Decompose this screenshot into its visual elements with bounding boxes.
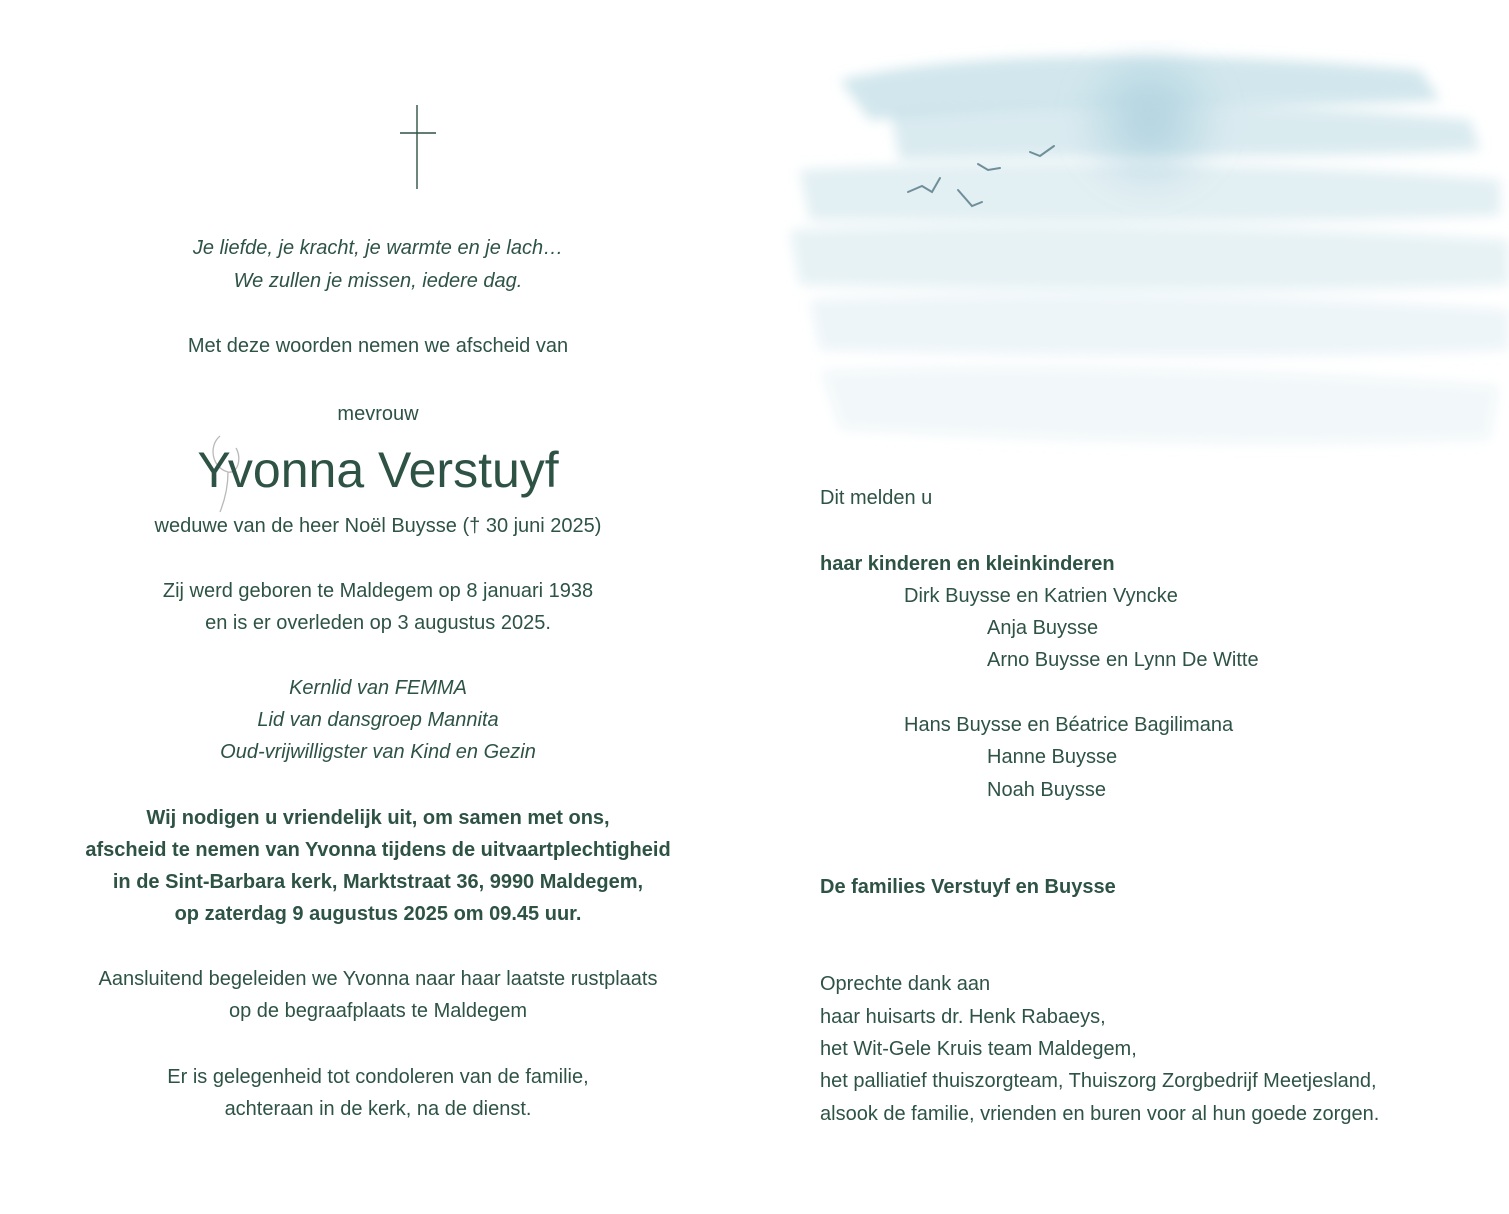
- quote-line: Je liefde, je kracht, je warmte en je lach…: [192, 237, 564, 259]
- announce-text: Dit melden u: [820, 487, 933, 509]
- grandchild: Anja Buysse: [987, 617, 1099, 639]
- invitation-line: Wij nodigen u vriendelijk uit, om samen met ons,: [146, 807, 610, 829]
- grandchild: Noah Buysse: [987, 779, 1106, 801]
- burial-line: op de begraafplaats te Maldegem: [229, 1000, 527, 1022]
- families-line: De families Verstuyf en Buysse: [820, 876, 1116, 898]
- thanks-line: haar huisarts dr. Henk Rabaeys,: [820, 1006, 1106, 1028]
- invitation-line: op zaterdag 9 augustus 2025 om 09.45 uur.: [174, 903, 582, 925]
- membership-line: Kernlid van FEMMA: [289, 677, 467, 699]
- children-heading: haar kinderen en kleinkinderen: [820, 553, 1115, 575]
- intro-text: Met deze woorden nemen we afscheid van: [187, 335, 569, 357]
- left-panel: [40, 0, 716, 1214]
- family-parents: Hans Buysse en Béatrice Bagilimana: [904, 714, 1234, 736]
- right-panel: [820, 0, 1480, 1214]
- thanks-line: alsook de familie, vrienden en buren voor al hun goede zorgen.: [820, 1103, 1380, 1125]
- grandchild: Arno Buysse en Lynn De Witte: [987, 649, 1259, 671]
- grandchild: Hanne Buysse: [987, 746, 1118, 768]
- invitation-line: afscheid te nemen van Yvonna tijdens de uitvaartplechtigheid: [85, 839, 671, 861]
- quote-line: We zullen je missen, iedere dag.: [233, 270, 523, 292]
- burial-line: Aansluitend begeleiden we Yvonna naar haar laatste rustplaats: [98, 968, 658, 990]
- birth-line: Zij werd geboren te Maldegem op 8 januari 1938: [162, 580, 594, 602]
- condolence-line: Er is gelegenheid tot condoleren van de familie,: [167, 1066, 589, 1088]
- membership-line: Oud-vrijwilligster van Kind en Gezin: [220, 741, 536, 763]
- condolence-line: achteraan in de kerk, na de dienst.: [224, 1098, 532, 1120]
- thanks-line: Oprechte dank aan: [820, 973, 991, 995]
- invitation-line: in de Sint-Barbara kerk, Marktstraat 36, 9990 Maldegem,: [112, 871, 644, 893]
- honorific: mevrouw: [337, 403, 419, 425]
- cross-icon: [400, 105, 436, 189]
- widow-line: weduwe van de heer Noël Buysse († 30 juni 2025): [154, 515, 602, 537]
- membership-line: Lid van dansgroep Mannita: [257, 709, 499, 731]
- family-parents: Dirk Buysse en Katrien Vyncke: [904, 585, 1178, 607]
- thanks-line: het Wit-Gele Kruis team Maldegem,: [820, 1038, 1137, 1060]
- thanks-line: het palliatief thuiszorgteam, Thuiszorg Zorgbedrijf Meetjesland,: [820, 1070, 1377, 1092]
- deceased-name: Yvonna Verstuyf: [197, 442, 559, 498]
- death-line: en is er overleden op 3 augustus 2025.: [205, 612, 551, 634]
